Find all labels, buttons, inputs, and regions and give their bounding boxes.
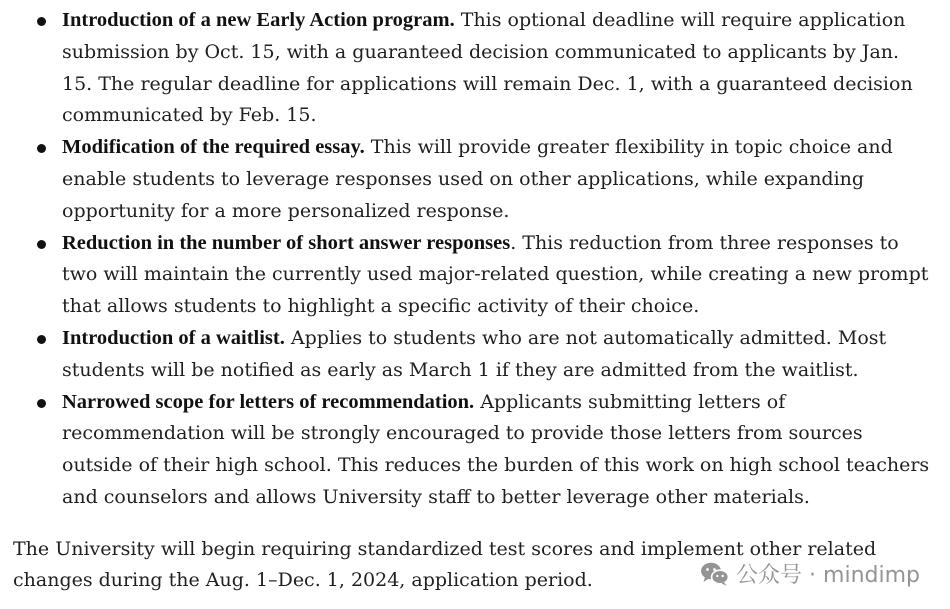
list-item-recommendation-letters [0, 387, 950, 514]
item-lead: Introduction of a waitlist. [62, 326, 285, 349]
item-text: Applicants submitting letters of recommendation will be strongly encouraged to provide those letters from sources outside of their high school. This reduces the burden of this work on high school teachers and counselors and allows University staff to better leverage other materials. [62, 390, 930, 508]
item-lead: Reduction in the number of short answer responses [62, 231, 511, 254]
watermark [700, 558, 920, 589]
bullet-icon [37, 17, 46, 26]
wechat-icon [700, 561, 730, 587]
item-lead: Narrowed scope for letters of recommendation. [62, 390, 475, 413]
list-item-early-action [0, 5, 950, 132]
bullet-icon [37, 399, 46, 408]
watermark-text: 公众号 · mindimp [736, 563, 920, 588]
bullet-icon [37, 335, 46, 344]
item-text: Applies to students who are not automatically admitted. Most students will be notified as early as March 1 if they are admitted from the waitlist. [62, 326, 887, 381]
item-text: This will provide greater flexibility in topic choice and enable students to leverage responses used on other applications, while expanding opportunity for a more personalized response. [62, 136, 893, 222]
bullet-icon [37, 240, 46, 249]
item-text: This optional deadline will require application submission by Oct. 15, with a guaranteed decision communicated to applicants by Jan. 15. The regular deadline for applications will remain Dec. 1, with a guaranteed decision communicated by Feb. 15. [62, 9, 913, 127]
list-item-waitlist [0, 323, 950, 387]
list-item-essay [0, 132, 950, 227]
closing-paragraph: The University will begin requiring standardized test scores and implement other related changes during the Aug. 1–Dec. 1, 2024, application period. [13, 537, 877, 591]
list-item-short-answers [0, 228, 950, 323]
item-text: . This reduction from three responses to two will maintain the currently used major-related question, while creating a new prompt that allows students to highlight a specific activity of their choice. [62, 231, 929, 318]
item-lead: Introduction of a new Early Action program. [62, 9, 455, 31]
bullet-icon [37, 144, 46, 153]
item-lead: Modification of the required essay. [62, 136, 365, 159]
